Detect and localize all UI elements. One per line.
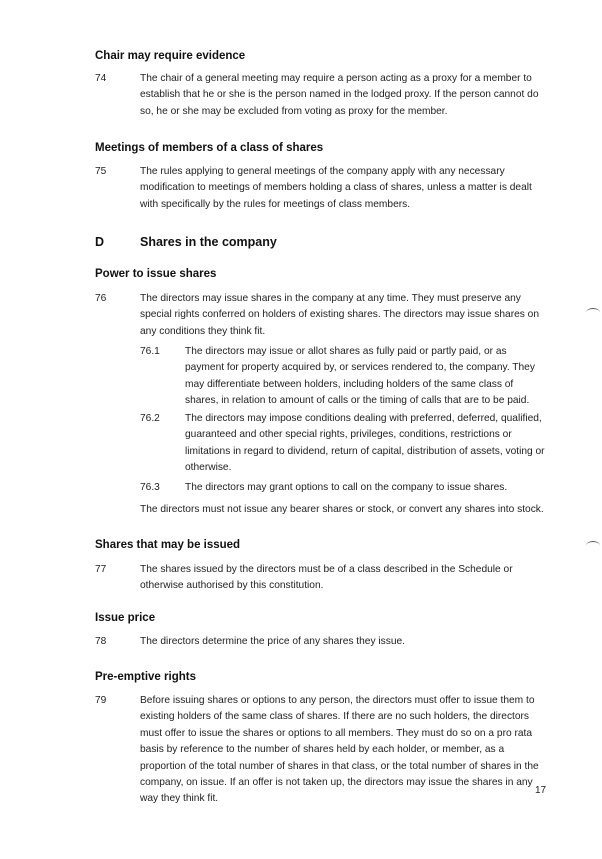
text-line: existing holders of the same class of shares. If there are no such holders, the directors bbox=[140, 711, 530, 723]
text-line: The directors must not issue any bearer shares or stock, or convert any shares into stock. bbox=[140, 504, 544, 515]
clause-number-76: 76 bbox=[95, 293, 107, 304]
page-number: 17 bbox=[535, 785, 547, 796]
clause-number-74: 74 bbox=[95, 73, 107, 84]
heading-chair-may-require-evidence: Chair may require evidence bbox=[95, 50, 246, 62]
subclause-number-76-2: 76.2 bbox=[140, 413, 160, 424]
text-line: must offer to issue the shares or options to all members. They must do so on a pro rata bbox=[140, 727, 533, 739]
text-line: proportion of the total number of shares in that class, or the total number of shares in the bbox=[140, 760, 539, 772]
clause-number-75: 75 bbox=[95, 166, 107, 177]
clause-77-text bbox=[140, 562, 513, 595]
text-line: payment for property acquired by, or services rendered to, the company. They bbox=[185, 362, 535, 374]
text-line: The directors determine the price of any shares they issue. bbox=[140, 636, 406, 647]
text-line: The directors may impose conditions dealing with preferred, deferred, qualified, bbox=[185, 413, 542, 424]
heading-pre-emptive-rights: Pre-emptive rights bbox=[95, 671, 196, 683]
heading-power-to-issue-shares: Power to issue shares bbox=[95, 268, 217, 280]
heading-issue-price: Issue price bbox=[95, 612, 156, 624]
clause-76-text bbox=[140, 291, 539, 340]
text-line: guaranteed and other special rights, privileges, conditions, restrictions or bbox=[185, 429, 512, 441]
text-line: any conditions they think fit. bbox=[140, 325, 266, 337]
text-line: otherwise authorised by this constitution. bbox=[140, 580, 324, 592]
subclause-76-1-text bbox=[185, 344, 535, 410]
text-line: The rules applying to general meetings of the company apply with any necessary bbox=[140, 166, 505, 177]
clause-number-78: 78 bbox=[95, 636, 107, 647]
text-line: otherwise. bbox=[185, 462, 232, 474]
scan-mark bbox=[586, 308, 600, 317]
subclause-number-76-1: 76.1 bbox=[140, 346, 160, 357]
text-line: special rights conferred on holders of existing shares. The directors may issue shares on bbox=[140, 309, 540, 321]
text-line: modification to meetings of members holding a class of shares, unless a matter is dealt bbox=[140, 182, 532, 194]
text-line: The chair of a general meeting may require a person acting as a proxy for a member to bbox=[140, 73, 532, 84]
text-line: The shares issued by the directors must be of a class described in the Schedule or bbox=[140, 564, 513, 575]
clause-75-text bbox=[140, 164, 532, 213]
text-line: with specifically by the rules for meetings of class members. bbox=[140, 198, 411, 210]
clause-76-closing bbox=[140, 502, 544, 518]
heading-meetings-of-class-members: Meetings of members of a class of shares bbox=[95, 142, 324, 154]
section-letter: D bbox=[95, 235, 105, 249]
text-line: Before issuing shares or options to any person, the directors must offer to issue them to bbox=[140, 695, 535, 706]
clause-79-text bbox=[140, 693, 539, 808]
subclause-76-2-text bbox=[185, 411, 545, 477]
text-line: establish that he or she is the person named in the lodged proxy. If the person cannot do bbox=[140, 89, 539, 101]
text-line: shares, in relation to amount of calls or the timing of calls that are to be paid. bbox=[185, 395, 530, 407]
text-line: The directors may issue or allot shares as fully paid or partly paid, or as bbox=[185, 346, 507, 357]
clause-number-79: 79 bbox=[95, 695, 107, 706]
text-line: may differentiate between holders, including holders of the same class of bbox=[185, 378, 514, 390]
text-line: limitations in regard to dividend, return of capital, distribution of assets, voting or bbox=[185, 445, 545, 457]
section-title: Shares in the company bbox=[140, 235, 277, 249]
scan-mark bbox=[586, 541, 600, 550]
text-line: company, on issue. If an offer is not taken up, the directors may issue the shares in any bbox=[140, 777, 533, 789]
heading-shares-that-may-be-issued: Shares that may be issued bbox=[95, 539, 241, 551]
text-line: way they think fit. bbox=[140, 793, 219, 805]
subclause-number-76-3: 76.3 bbox=[140, 482, 160, 493]
clause-74-text bbox=[140, 71, 539, 120]
text-line: The directors may issue shares in the company at any time. They must preserve any bbox=[140, 293, 521, 304]
clause-number-77: 77 bbox=[95, 564, 107, 575]
text-line: so, he or she may be excluded from voting as proxy for the member. bbox=[140, 105, 448, 117]
text-line: The directors may grant options to call on the company to issue shares. bbox=[185, 482, 508, 493]
clause-78-text bbox=[140, 634, 405, 650]
subclause-76-3-text bbox=[185, 480, 507, 496]
text-line: basis by reference to the number of shares held by each holder, or member, as a bbox=[140, 744, 505, 756]
